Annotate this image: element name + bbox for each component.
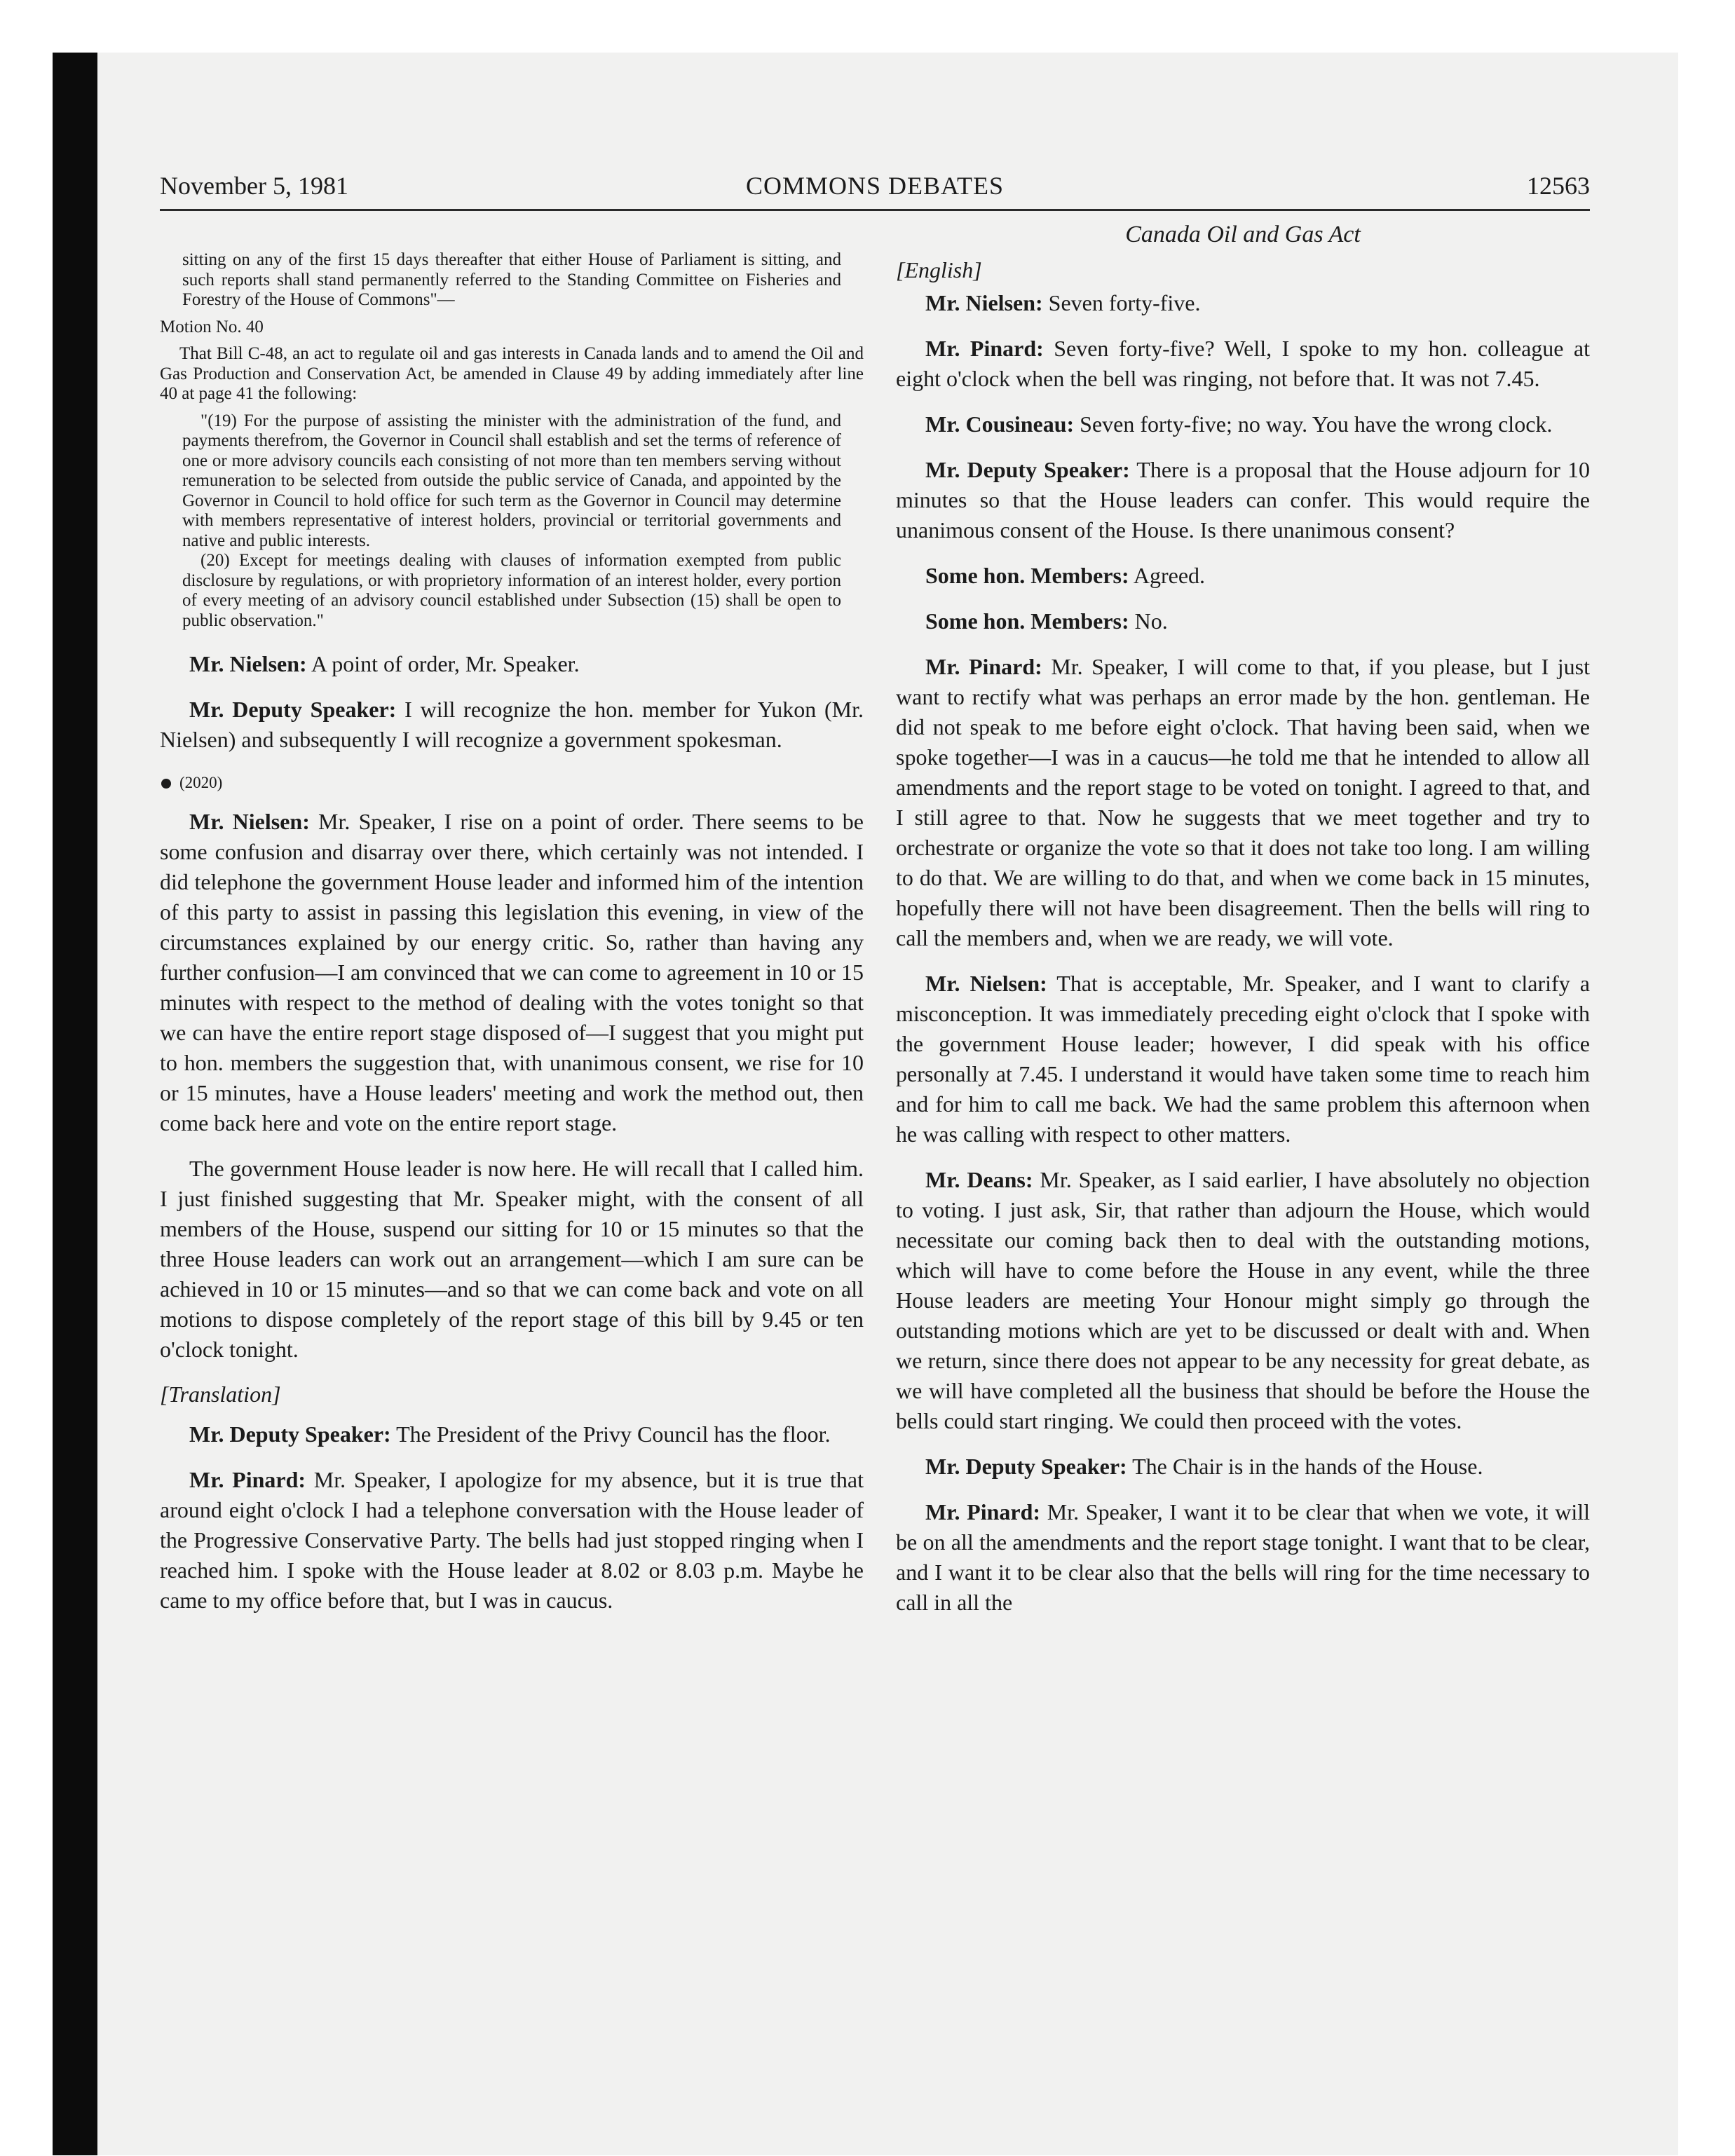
section-title: Canada Oil and Gas Act xyxy=(1125,221,1361,247)
time-stamp: (2020) xyxy=(179,774,223,791)
speaker-name: Mr. Deputy Speaker: xyxy=(189,697,397,722)
speech-text: Mr. Speaker, I will come to that, if you please, but I just want to rectify what was perhaps an error made by the hon. gentleman. He did not speak to me before eight o'clock. That having been said, when we spoke together—I was in a caucus—he told me that he intended to allow all amendments and the report stage to be voted on tonight. I agreed to that, and I still agree to that. Now he suggests that we meet together and try to orchestrate or organize the vote so that it does not take too long. I am willing to do that. We are willing to do that, and when we come back in 15 minutes, hopefully there will not have been disagreement. Then the bells will ring to call the members and, when we are ready, we will vote. xyxy=(896,654,1591,950)
speaker-name: Mr. Deans: xyxy=(925,1167,1033,1192)
speech-text: Mr. Speaker, I want it to be clear that when we vote, it will be on all the amendments and the report stage tonight. I want that to be clear, and I want it to be clear also that the bells will ring for the time necessary to call in all the xyxy=(896,1499,1591,1615)
speech-paragraph xyxy=(896,1452,1590,1482)
speech-text: Mr. Speaker, as I said earlier, I have absolutely no objection to voting. I just ask, Sir, that rather than adjourn the House, which would necessitate our coming back then to deal with the outstanding motions, which will have to come before the House in any event, while the three House leaders are meeting Your Honour might simply go through the outstanding motions which are yet to be discussed or dealt with and. When we return, since there does not appear to be any necessity for great debate, as we will have completed all the business that should be before the House the bells could start ringing. We could then proceed with the votes. xyxy=(896,1167,1591,1433)
speaker-name: Mr. Nielsen: xyxy=(189,809,310,834)
clause-20: (20) Except for meetings dealing with clauses of information exempted from public disclosure by regulations, or with proprietory information of an interest holder, every portion of every meeting of an advisory council established under Subsection (15) shall be open to public observation." xyxy=(182,551,841,630)
right-column xyxy=(896,221,1590,1633)
speaker-name: Mr. Nielsen: xyxy=(925,290,1043,315)
speech-text: No. xyxy=(1129,608,1168,634)
speech-text: Seven forty-five. xyxy=(1042,290,1201,315)
speech-paragraph xyxy=(896,455,1590,545)
speech-text: Mr. Speaker, I apologize for my absence, but it is true that around eight o'clock I had a telephone conversation with the House leader of the Progressive Conservative Party. The bells had just stopped ringing when I reached him. I spoke with the House leader at 8.02 or 8.03 p.m. Maybe he came to my office before that, but I was in caucus. xyxy=(160,1467,864,1613)
speech-paragraph xyxy=(896,409,1590,439)
clause-19: "(19) For the purpose of assisting the minister with the administration of the fund, and payments therefrom, the Governor in Council shall establish and set the terms of reference of one or more advisory councils each consisting of not more than ten members serving without remuneration to be selected from outside the public service of Canada, and appointed by the Governor in Council to hold office for such term as the Governor in Council may determine with members representative of interest holders, provincial or territorial governments and native and public interests. xyxy=(182,411,841,550)
speech-text: There is a proposal that the House adjourn for 10 minutes so that the House leaders can confer. This would require the unanimous consent of the House. Is there unanimous consent? xyxy=(896,457,1591,543)
speech-text: A point of order, Mr. Speaker. xyxy=(306,651,580,676)
page-number: 12563 xyxy=(1527,172,1590,200)
publication-title: COMMONS DEBATES xyxy=(745,172,1005,200)
speech-text: Mr. Speaker, I rise on a point of order. There seems to be some confusion and disarray over there, which certainly was not intended. I did telephone the government House leader and informed him of the intention of this party to assist in passing this legislation this evening, in view of the circumstances explained by our energy critic. So, rather than having any further confusion—I am convinced that we can come to agreement in 10 or 15 minutes with respect to the method of dealing with the votes tonight so that we can have the entire report stage disposed of—I suggest that you might put to hon. members the suggestion that, with unanimous consent, we rise for 10 or 15 minutes, have a House leaders' meeting and work the method out, then come back here and vote on the entire report stage. xyxy=(160,809,864,1135)
speaker-name: Mr. Deputy Speaker: xyxy=(925,457,1130,482)
speaker-name: Some hon. Members: xyxy=(925,563,1129,588)
speech-paragraph xyxy=(896,334,1590,394)
speech-text: That is acceptable, Mr. Speaker, and I want to clarify a misconception. It was immediately preceding eight o'clock that I spoke with the government House leader; however, I did speak with his office personally at 7.45. I understand it would have taken some time to reach him and for him to call me back. We had the same problem this afternoon when he was calling with respect to other matters. xyxy=(896,971,1591,1147)
speaker-name: Mr. Pinard: xyxy=(925,1499,1041,1524)
speech-paragraph xyxy=(896,288,1590,318)
scan-edge xyxy=(53,53,97,2155)
speech-paragraph xyxy=(896,1165,1590,1436)
language-tag: [English] xyxy=(896,257,982,282)
motion-text: That Bill C-48, an act to regulate oil and gas interests in Canada lands and to amend the Oil and Gas Production and Conservation Act, be amended in Clause 49 by adding immediately after line 40 at page 41 the following: xyxy=(160,344,864,403)
motion-label: Motion No. 40 xyxy=(160,317,264,336)
speech-text: Agreed. xyxy=(1129,563,1206,588)
speaker-name: Mr. Nielsen: xyxy=(925,971,1047,996)
speech-paragraph xyxy=(160,649,864,679)
time-marker xyxy=(160,770,864,796)
speech-text: The President of the Privy Council has the floor. xyxy=(390,1421,831,1447)
speech-paragraph xyxy=(896,969,1590,1149)
speaker-name: Mr. Pinard: xyxy=(925,654,1042,679)
speech-paragraph xyxy=(896,652,1590,953)
speaker-name: Mr. Nielsen: xyxy=(189,651,307,676)
speech-paragraph xyxy=(160,1419,864,1449)
speech-paragraph xyxy=(160,807,864,1138)
speech-paragraph xyxy=(896,561,1590,591)
speech-paragraph xyxy=(160,1465,864,1616)
quoted-amendment-end: sitting on any of the first 15 days thereafter that either House of Parliament is sitting, and such reports shall stand permanently referred to the Standing Committee on Fisheries and Forestry of the House of Commons"— xyxy=(182,250,841,309)
language-tag: [Translation] xyxy=(160,1381,281,1407)
bullet-icon xyxy=(161,779,171,789)
left-column xyxy=(160,221,864,1631)
speech-text: The Chair is in the hands of the House. xyxy=(1127,1454,1483,1479)
speech-text: Seven forty-five? Well, I spoke to my hon. colleague at eight o'clock when the bell was ringing, not before that. It was not 7.45. xyxy=(896,336,1591,391)
speech-text: I will recognize the hon. member for Yukon (Mr. Nielsen) and subsequently I will recognize a government spokesman. xyxy=(160,697,864,752)
speaker-name: Mr. Deputy Speaker: xyxy=(189,1421,391,1447)
speaker-name: Mr. Pinard: xyxy=(925,336,1044,361)
header-date: November 5, 1981 xyxy=(160,172,348,200)
speech-paragraph: The government House leader is now here. He will recall that I called him. I just finished suggesting that Mr. Speaker might, with the consent of all members of the House, suspend our sitting for 10 or 15 minutes so that the three House leaders can work out an arrangement—which I am sure can be achieved in 10 or 15 minutes—and so that we can come back and vote on all motions to dispose completely of the report stage of this bill by 9.45 or ten o'clock tonight. xyxy=(160,1156,864,1362)
speech-paragraph xyxy=(160,695,864,755)
speech-paragraph xyxy=(896,606,1590,636)
speaker-name: Some hon. Members: xyxy=(925,608,1129,634)
speaker-name: Mr. Cousineau: xyxy=(925,411,1075,437)
running-header xyxy=(160,168,1590,211)
speaker-name: Mr. Deputy Speaker: xyxy=(925,1454,1127,1479)
speaker-name: Mr. Pinard: xyxy=(189,1467,306,1492)
speech-text: Seven forty-five; no way. You have the wrong clock. xyxy=(1074,411,1553,437)
speech-paragraph xyxy=(896,1497,1590,1618)
